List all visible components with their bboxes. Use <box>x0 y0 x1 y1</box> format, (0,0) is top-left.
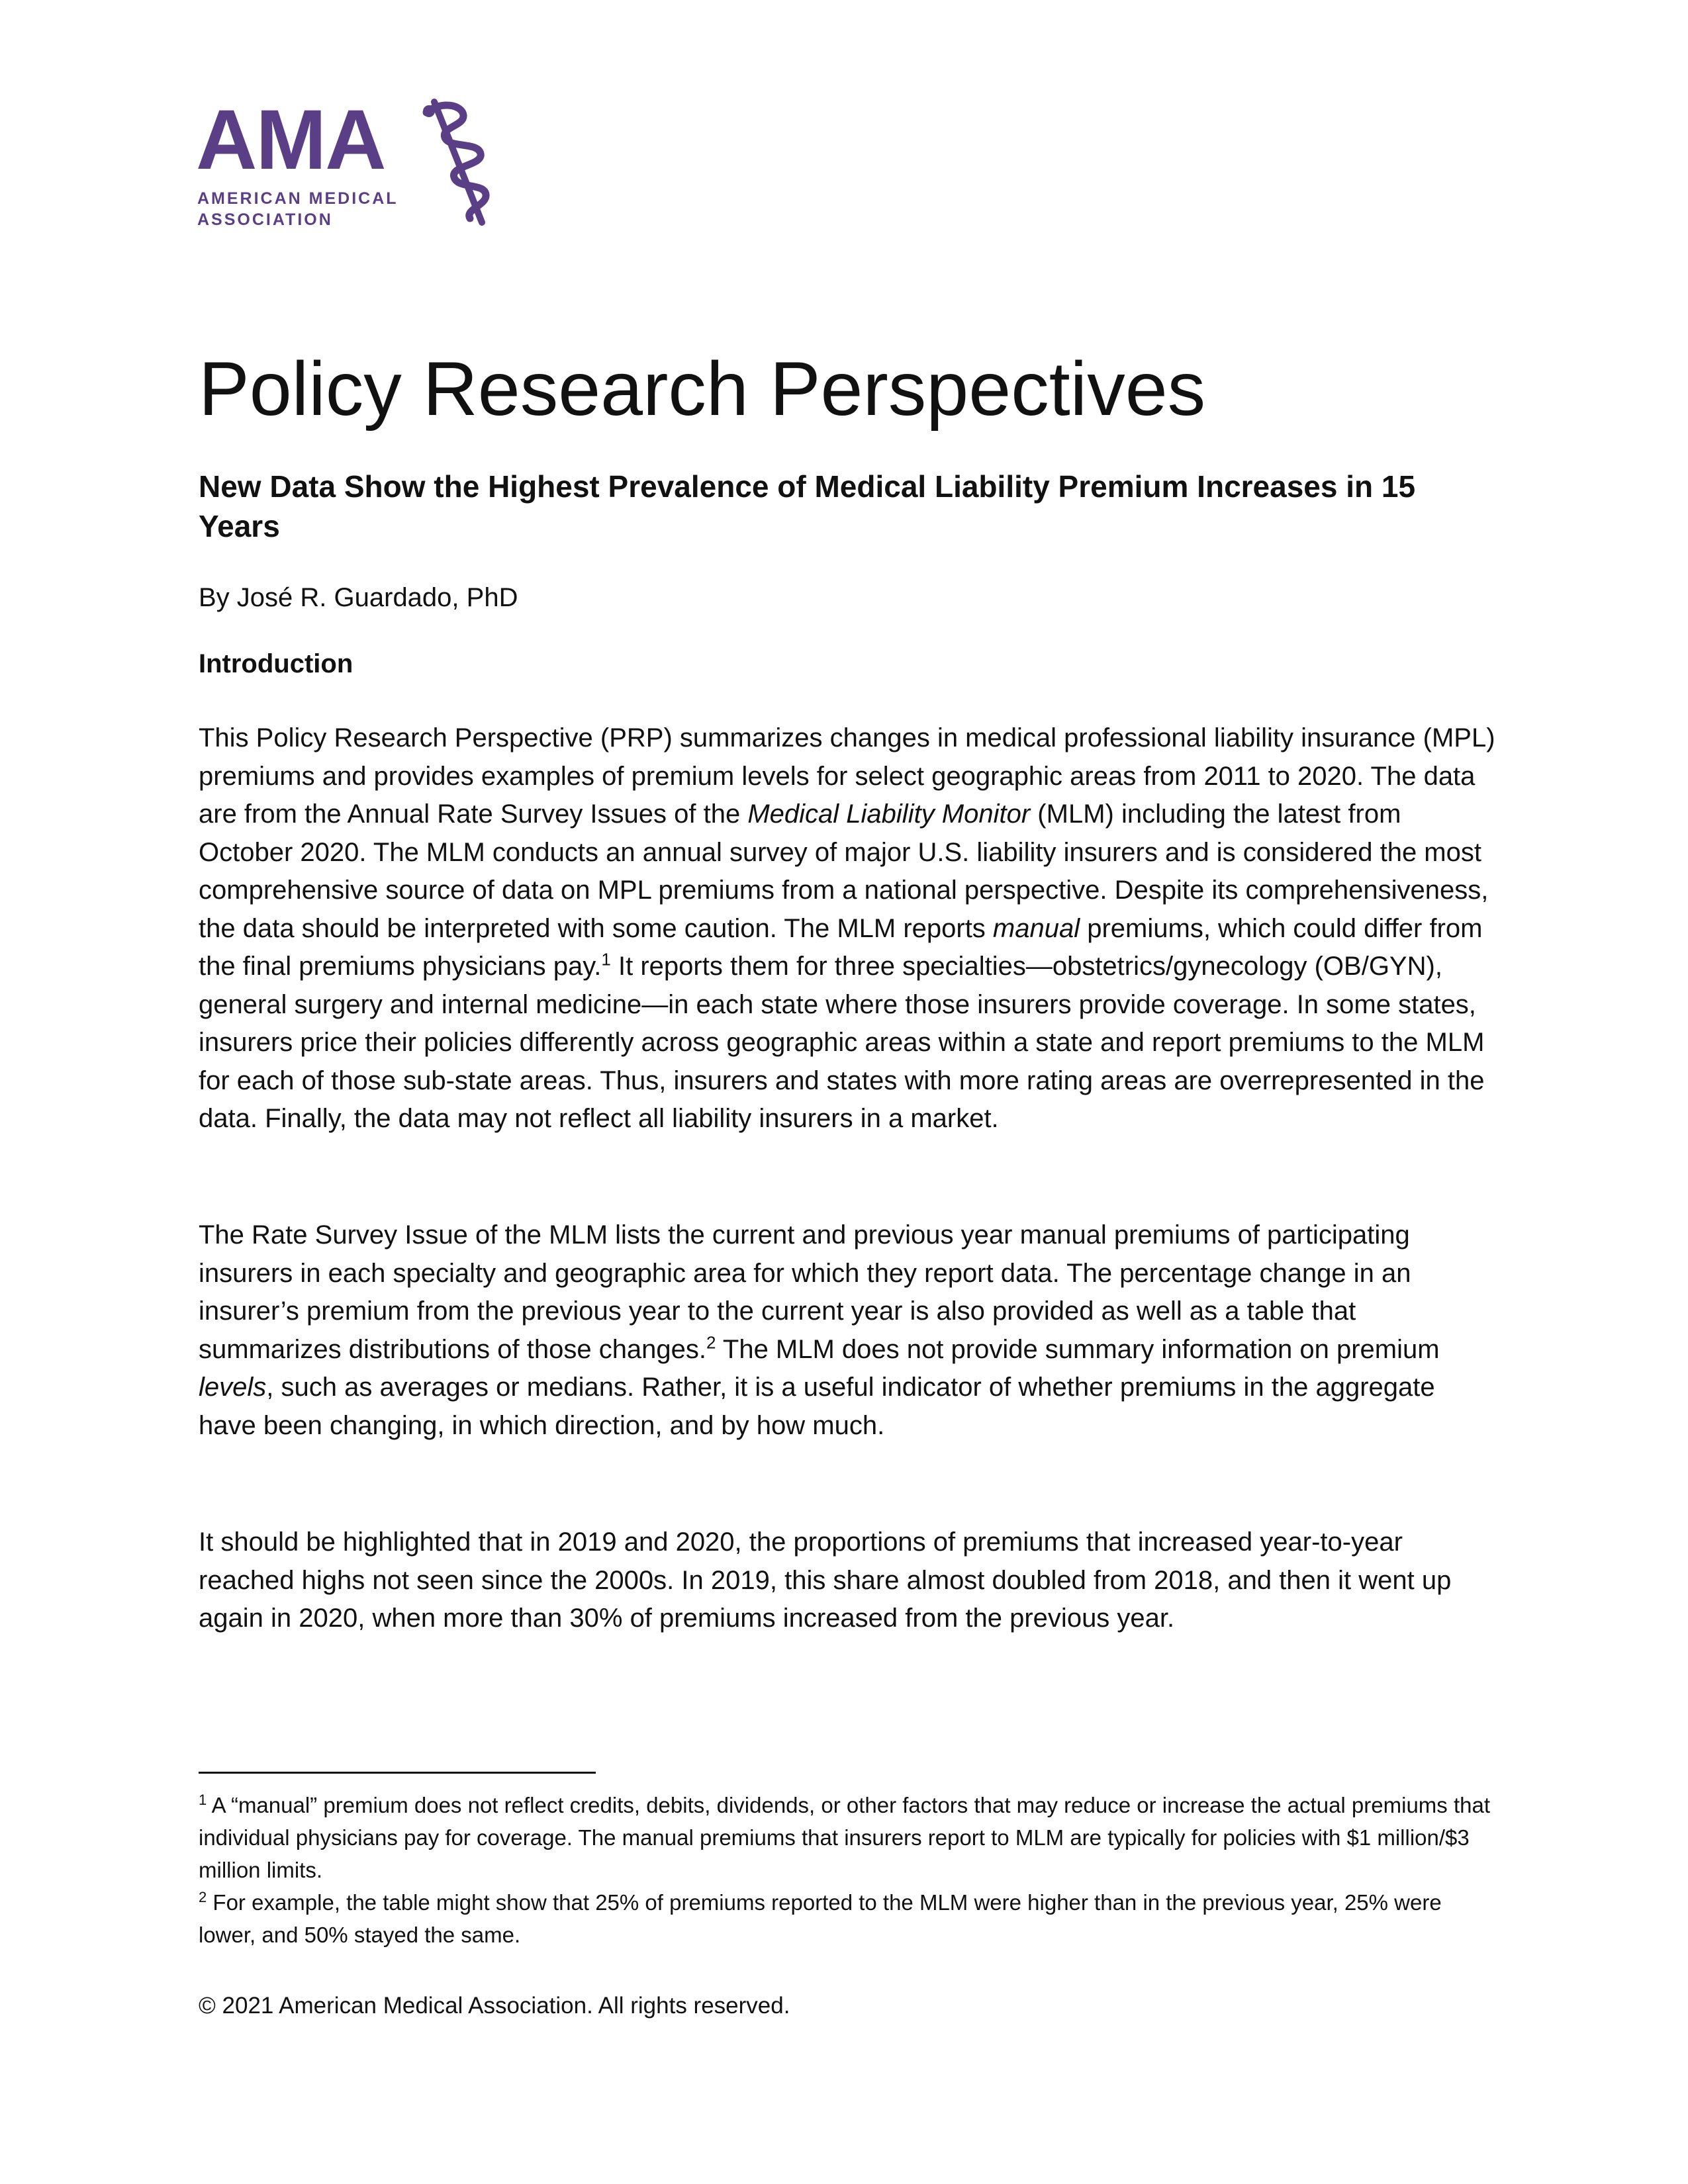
footnote-2 <box>199 1886 1496 1951</box>
footnote-text: For example, the table might show that 25% of premiums reported to the MLM were higher than in the previous year, 25% were lower, and 50% stayed the same. <box>199 1890 1442 1947</box>
paragraph-1-text-a: This Policy Research Perspective (PRP) summarizes changes in medical professional liability insurance (MPL) premiums and provides examples of premium levels for select geographic areas from 2011 to 2020. The data are from the Annual Rate Survey Issues of the <box>199 723 1495 829</box>
emphasis-levels: levels <box>199 1373 267 1402</box>
staff-of-asclepius-icon <box>421 98 494 227</box>
footnote-text: A “manual” premium does not reflect credits, debits, dividends, or other factors that may reduce or increase the actual premiums that individual physicians pay for coverage. The manual premiums that insurers report to MLM are typically for policies with $1 million/$3 million limits. <box>199 1793 1490 1882</box>
logo-wordmark: AMA <box>196 93 385 187</box>
paragraph-1-text-d: It reports them for three specialties—obstetrics/gynecology (OB/GYN), general surgery and internal medicine—in each state where those insurers provide coverage. In some states, insurers price their policies differently across geographic areas within a state and report premiums to the MLM for each of those sub-state areas. Thus, insurers and states with more rating areas are overrepresented in the data. Finally, the data may not reflect all liability insurers in a market. <box>199 952 1485 1133</box>
paragraph-1-text-b: (MLM) including the latest from October 2020. The MLM conducts an annual survey of major U.S. liability insurers and is considered the most comprehensive source of data on MPL premiums from a national perspective. Despite its comprehensiveness, the data should be interpreted with some caution. The MLM reports <box>199 799 1489 943</box>
paragraph-2-text-a: The Rate Survey Issue of the MLM lists the current and previous year manual premiums of participating insurers in each specialty and geographic area for which they report data. The percentage change in an insurer’s premium from the previous year to the current year is also provided as well as a table that summarizes distributions of those changes. <box>199 1220 1411 1364</box>
footnote-1 <box>199 1789 1496 1886</box>
copyright-notice: © 2021 American Medical Association. All rights reserved. <box>199 1993 790 2019</box>
footnote-ref-2: 2 <box>706 1332 716 1353</box>
footnotes <box>199 1789 1496 1951</box>
byline: By José R. Guardado, PhD <box>199 583 518 612</box>
paragraph-2-text-b: The MLM does not provide summary information on premium <box>716 1334 1440 1364</box>
emphasis-manual: manual <box>992 913 1080 943</box>
paragraph-1 <box>199 719 1496 1138</box>
paragraph-2-text-c: , such as averages or medians. Rather, it is a useful indicator of whether premiums in the aggregate have been changing, in which direction, and by how much. <box>199 1373 1435 1440</box>
paragraph-3: It should be highlighted that in 2019 and 2020, the proportions of premiums that increased year-to-year reached highs not seen since the 2000s. In 2019, this share almost doubled from 2018, and then it went up again in 2020, when more than 30% of premiums increased from the previous year. <box>199 1527 1452 1633</box>
footnote-separator <box>199 1772 596 1774</box>
footnote-number: 1 <box>199 1792 207 1808</box>
footnote-ref-1: 1 <box>601 949 611 970</box>
logo-line-2: ASSOCIATION <box>197 210 333 229</box>
logo-line-1: AMERICAN MEDICAL <box>197 189 399 208</box>
ama-logo <box>196 93 500 230</box>
paragraph-1-text-c: premiums, which could differ from the final premiums physicians pay. <box>199 913 1483 981</box>
publication-name: Medical Liability Monitor <box>747 799 1031 829</box>
article-title: New Data Show the Highest Prevalence of Medical Liability Premium Increases in 15 Years <box>199 469 1416 543</box>
paragraph-2 <box>199 1216 1496 1445</box>
section-heading-introduction: Introduction <box>199 649 353 678</box>
page-title: Policy Research Perspectives <box>199 347 1206 432</box>
footnote-number: 2 <box>199 1889 207 1905</box>
